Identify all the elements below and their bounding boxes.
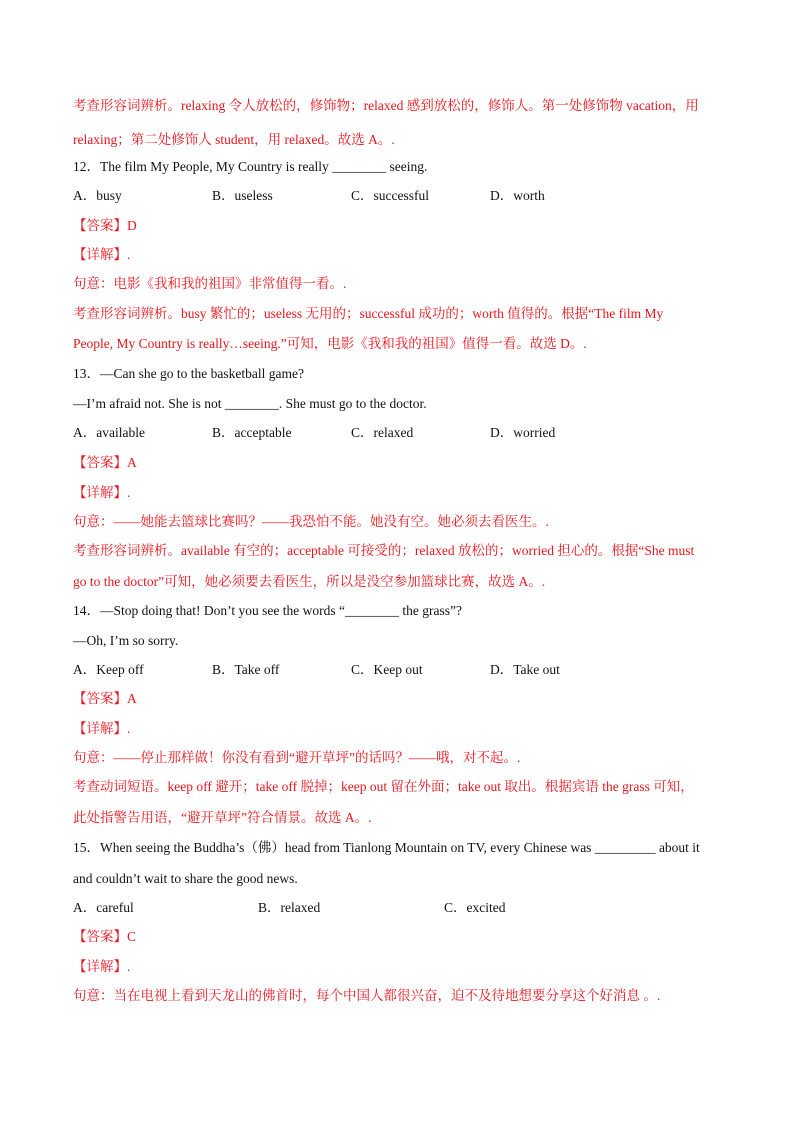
q12-meaning: 句意：电影《我和我的祖国》非常值得一看。. [73, 276, 347, 291]
q12-option-b: B．useless [212, 188, 273, 203]
q12-answer: 【答案】D [73, 218, 137, 233]
q13-analysis-line-1: 考查形容词辨析。available 有空的；acceptable 可接受的；relaxed 放松的；worried 担心的。根据“She must [73, 543, 695, 558]
q13-option-c: C．relaxed [351, 425, 414, 440]
q14-analysis-line-2: 此处指警告用语，“避开草坪”符合情景。故选 A。. [73, 810, 372, 825]
q14-option-c: C．Keep out [351, 662, 423, 677]
q15-detail-label: 【详解】. [73, 959, 131, 974]
q15-option-b: B．relaxed [258, 900, 321, 915]
q15-option-c: C．excited [444, 900, 506, 915]
q14-option-b: B．Take off [212, 662, 280, 677]
q11-analysis-line-2: relaxing；第二处修饰人 student，用 relaxed。故选 A。. [73, 132, 395, 147]
q13-stem-line-1: 13．—Can she go to the basketball game? [73, 366, 304, 381]
q12-analysis-line-2: People, My Country is really…seeing.”可知，电影《我和我的祖国》值得一看。故选 D。. [73, 336, 587, 351]
q15-option-a: A．careful [73, 900, 134, 915]
q14-answer: 【答案】A [73, 691, 137, 706]
q11-analysis-line-1: 考查形容词辨析。relaxing 令人放松的，修饰物；relaxed 感到放松的，修饰人。第一处修饰物 vacation，用 [73, 98, 699, 113]
q12-option-c: C．successful [351, 188, 429, 203]
q14-option-d: D．Take out [490, 662, 560, 677]
q13-detail-label: 【详解】. [73, 485, 131, 500]
q12-option-a: A．busy [73, 188, 122, 203]
q15-stem-line-1: 15．When seeing the Buddha’s（佛）head from Tianlong Mountain on TV, every Chinese was _________ about it [73, 840, 700, 855]
q15-meaning: 句意：当在电视上看到天龙山的佛首时，每个中国人都很兴奋，迫不及待地想要分享这个好消息 。. [73, 988, 661, 1003]
q12-analysis-line-1: 考查形容词辨析。busy 繁忙的；useless 无用的；successful 成功的；worth 值得的。根据“The film My [73, 306, 664, 321]
q14-meaning: 句意：——停止那样做！你没有看到“避开草坪”的话吗？——哦，对不起。. [73, 750, 521, 765]
q13-stem-line-2: —I’m afraid not. She is not ________. She must go to the doctor. [73, 396, 427, 411]
q12-detail-label: 【详解】. [73, 247, 131, 262]
q15-stem-line-2: and couldn’t wait to share the good news. [73, 871, 298, 886]
q14-option-a: A．Keep off [73, 662, 144, 677]
q15-answer: 【答案】C [73, 929, 137, 944]
q13-option-b: B．acceptable [212, 425, 292, 440]
q13-analysis-line-2: go to the doctor”可知，她必须要去看医生，所以是没空参加篮球比赛，故选 A。. [73, 574, 546, 589]
q14-analysis-line-1: 考查动词短语。keep off 避开；take off 脱掉；keep out 留在外面；take out 取出。根据宾语 the grass 可知， [73, 779, 694, 794]
q14-stem-line-1: 14．—Stop doing that! Don’t you see the words “________ the grass”? [73, 603, 462, 618]
q13-answer: 【答案】A [73, 455, 137, 470]
q13-option-d: D．worried [490, 425, 556, 440]
q14-detail-label: 【详解】. [73, 721, 131, 736]
q14-stem-line-2: —Oh, I’m so sorry. [73, 633, 179, 648]
q13-meaning: 句意：——她能去篮球比赛吗？——我恐怕不能。她没有空。她必须去看医生。. [73, 514, 549, 529]
q12-option-d: D．worth [490, 188, 545, 203]
q13-option-a: A．available [73, 425, 145, 440]
q12-stem: 12．The film My People, My Country is really ________ seeing. [73, 159, 428, 174]
